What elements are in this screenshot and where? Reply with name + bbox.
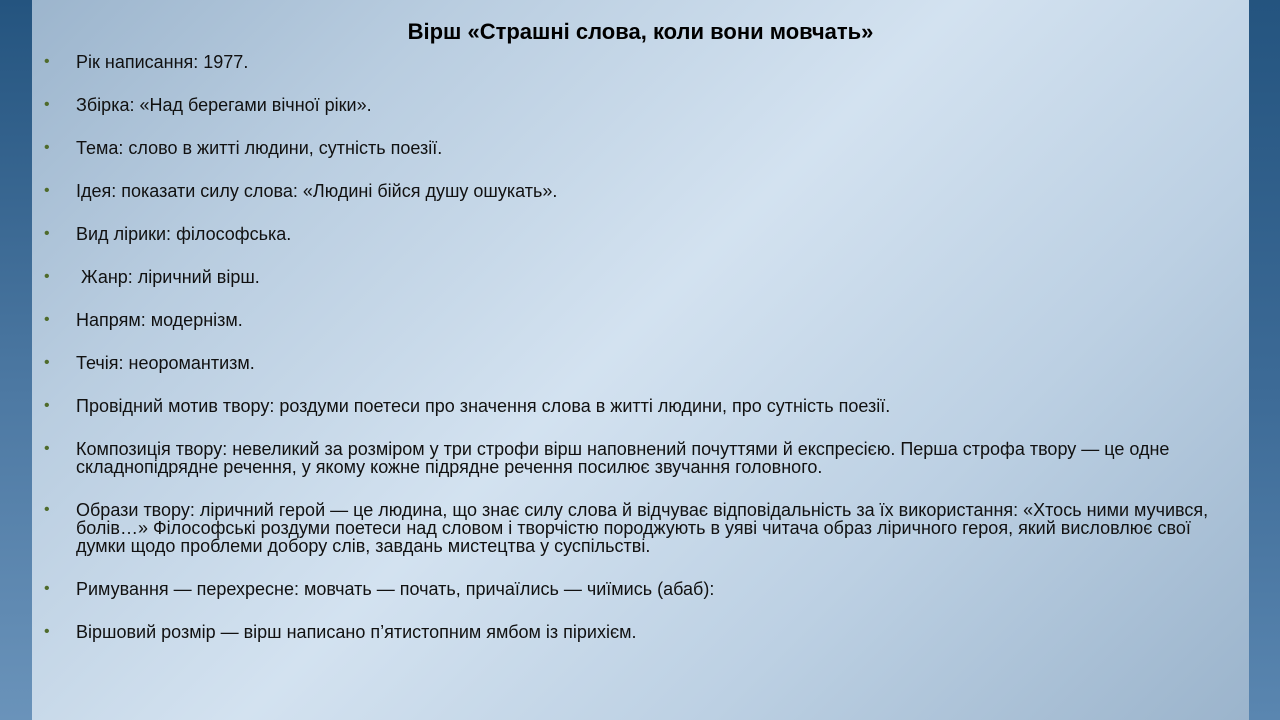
list-item-text: Композиція твору: невеликий за розміром у три строфи вірш наповнений почуттями й експресією. Перша строфа твору — це одне складнопідрядне речення, у якому кожне підрядне речення посилює звучання головного. — [76, 439, 1170, 477]
left-edge-band — [0, 0, 32, 720]
list-item — [32, 268, 1249, 286]
right-edge-band — [1249, 0, 1280, 720]
list-item — [32, 311, 1249, 329]
bullet-marker: • — [44, 311, 50, 328]
bullet-marker: • — [44, 225, 50, 242]
bullet-marker: • — [44, 354, 50, 371]
list-item — [32, 580, 1249, 598]
list-item — [32, 354, 1249, 372]
list-item-text: Вид лірики: філософська. — [76, 224, 292, 244]
list-item-text: Жанр: ліричний вірш. — [76, 267, 260, 287]
bullet-list — [32, 53, 1249, 666]
list-item-text: Збірка: «Над берегами вічної ріки». — [76, 95, 372, 115]
list-item — [32, 225, 1249, 243]
list-item — [32, 139, 1249, 157]
bullet-marker: • — [44, 96, 50, 113]
list-item-text: Течія: неоромантизм. — [76, 353, 255, 373]
list-item — [32, 182, 1249, 200]
list-item-text: Образи твору: ліричний герой — це людина, що знає силу слова й відчуває відповідальність за їх використання: «Хтось ними мучився, болів…» Філософські роздуми поетеси над словом і творчістю породжують в уяві читача образ ліричного героя, який висловлює свої думки щодо проблеми добору слів, завдань мистецтва у суспільстві. — [76, 500, 1209, 556]
list-item-text: Ідея: показати силу слова: «Людині бійся душу ошукать». — [76, 181, 558, 201]
bullet-marker: • — [44, 440, 50, 457]
list-item — [32, 501, 1249, 555]
bullet-marker: • — [44, 397, 50, 414]
bullet-marker: • — [44, 580, 50, 597]
bullet-marker: • — [44, 268, 50, 285]
bullet-marker: • — [44, 139, 50, 156]
list-item-text: Тема: слово в житті людини, сутність поезії. — [76, 138, 443, 158]
list-item — [32, 53, 1249, 71]
slide-content — [32, 0, 1249, 720]
bullet-marker: • — [44, 182, 50, 199]
slide-title: Вірш «Страшні слова, коли вони мовчать» — [407, 19, 874, 44]
list-item — [32, 397, 1249, 415]
list-item-text: Віршовий розмір — вірш написано п’ятистопним ямбом із пірихієм. — [76, 622, 637, 642]
list-item — [32, 96, 1249, 114]
bullet-marker: • — [44, 501, 50, 518]
list-item-text: Римування — перехресне: мовчать — почать, причаїлись — чиїмись (абаб): — [76, 579, 715, 599]
list-item — [32, 440, 1249, 476]
bullet-marker: • — [44, 623, 50, 640]
bullet-marker: • — [44, 53, 50, 70]
list-item-text: Рік написання: 1977. — [76, 52, 249, 72]
list-item — [32, 623, 1249, 641]
list-item-text: Напрям: модернізм. — [76, 310, 243, 330]
list-item-text: Провідний мотив твору: роздуми поетеси про значення слова в житті людини, про сутність поезії. — [76, 396, 891, 416]
